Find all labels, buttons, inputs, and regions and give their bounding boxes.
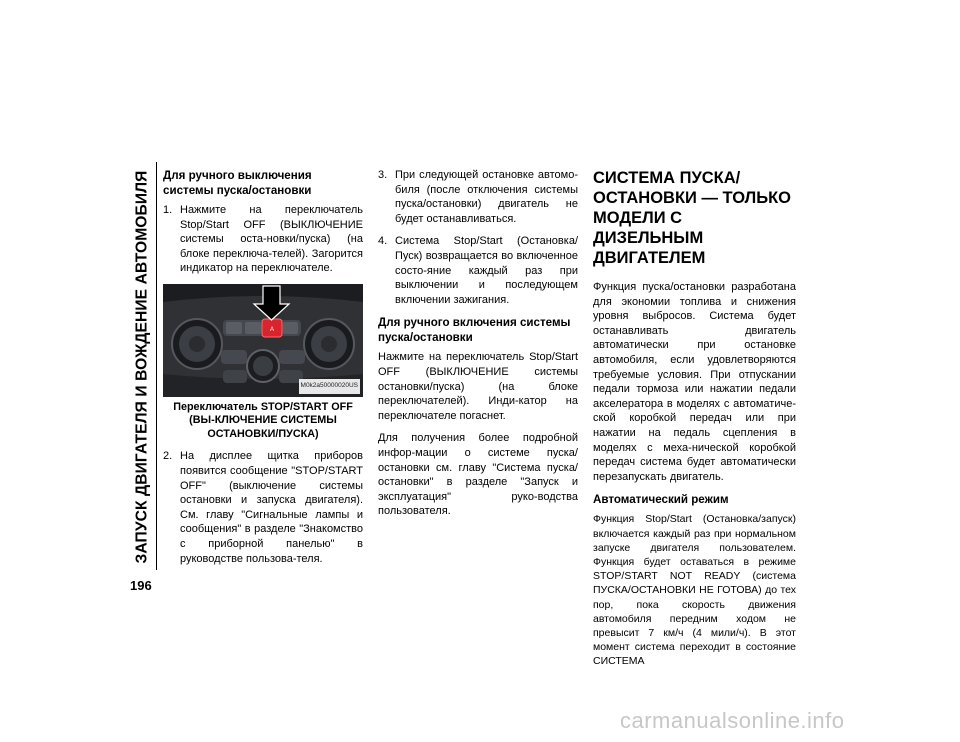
paragraph: Для получения более подробной инфор-мации о системе пуска/остановки см. главу "Система пуска/остановки" в разделе "Запуск и эксплуатация" руко-водства пользователя.	[378, 432, 578, 518]
item-text: Нажмите на переключатель Stop/Start OFF (ВЫКЛЮЧЕНИЕ системы оста-новки/пуска) (на блоке переключа-телей). Загорится индикатор на переключателе.	[180, 204, 363, 275]
subheading-auto-mode: Автоматический режим	[593, 493, 729, 507]
heading-manual-on: Для ручного включения системы пуска/остановки	[378, 316, 571, 345]
item-text: При следующей остановке автомо-биля (после отключения системы пуска/остановки) двигатель не будет останавливаться.	[395, 169, 578, 225]
item-number: 1.	[163, 204, 173, 216]
item-number: 4.	[378, 235, 388, 248]
svg-text:A: A	[269, 326, 275, 333]
item-number: 3.	[378, 169, 388, 181]
side-title-text: ЗАПУСК ДВИГАТЕЛЯ И ВОЖДЕНИЕ АВТОМОБИЛЯ	[133, 170, 150, 564]
paragraph: Функция пуска/остановки разработана для экономии топлива и снижения уровня выбросов. Система будет останавливать двигатель автоматически при остановке автомобиля, если удовлетворяются требуемые условия. При отпускании педали тормоза или нажатии педали акселератора в моделях с автоматиче-ской коробкой передач или при нажатии на педаль сцепления в моделях с меха-нической коробкой передач система будет автоматически перезапускать двигатель.	[593, 281, 796, 483]
heading-manual-off: Для ручного выключения системы пуска/остановки	[163, 169, 312, 197]
list-item-1	[163, 203, 363, 276]
paragraph: Нажмите на переключатель Stop/Start OFF (ВЫКЛЮЧЕНИЕ системы остановки/пуска) (на блоке переключателей). Инди-катор на переключателе погаснет.	[378, 351, 578, 422]
list-item-2	[163, 449, 363, 566]
item-number: 2.	[163, 450, 173, 463]
image-caption: Переключатель STOP/START OFF (ВЫ-КЛЮЧЕНИЕ СИСТЕМЫ ОСТАНОВКИ/ПУСКА)	[173, 400, 353, 440]
list-item-3	[378, 168, 578, 226]
column-1	[163, 168, 363, 574]
switch-panel-photo	[163, 284, 363, 397]
side-divider	[156, 162, 157, 570]
side-section-title	[128, 162, 156, 572]
column-2	[378, 168, 578, 527]
section-heading: СИСТЕМА ПУСКА/ ОСТАНОВКИ — ТОЛЬКО МОДЕЛИ С ДИЗЕЛЬНЫМ ДВИГАТЕЛЕМ	[593, 169, 791, 267]
item-text: Система Stop/Start (Остановка/Пуск) возвращается во включенное состо-яние каждый раз при выключении и последующем включении зажигания.	[395, 235, 578, 306]
page-number: 196	[130, 578, 152, 593]
column-3	[593, 168, 796, 677]
watermark: carmanualsonline.info	[620, 708, 845, 733]
item-text: На дисплее щитка приборов появится сообщение "STOP/START OFF" (выключение системы остановки и запуска двигателя). См. главу "Сигнальные лампы и сообщения" в разделе "Знакомство с приборной панелью" в руководстве пользова-теля.	[180, 450, 363, 565]
image-code: M0k2a50000020US	[299, 379, 360, 394]
paragraph: Функция Stop/Start (Остановка/запуск) включается каждый раз при нормальном запуске двигателя пользователем. Функция будет оставаться в режиме STOP/START NOT READY (система ПУСКА/ОСТАНОВКИ НЕ ГОТОВА) до тех пор, пока скорость движения автомобиля передним ходом не превысит 7 км/ч (4 мили/ч). В этот момент система переходит в состояние СИСТЕМА	[593, 513, 796, 668]
list-item-4	[378, 234, 578, 307]
